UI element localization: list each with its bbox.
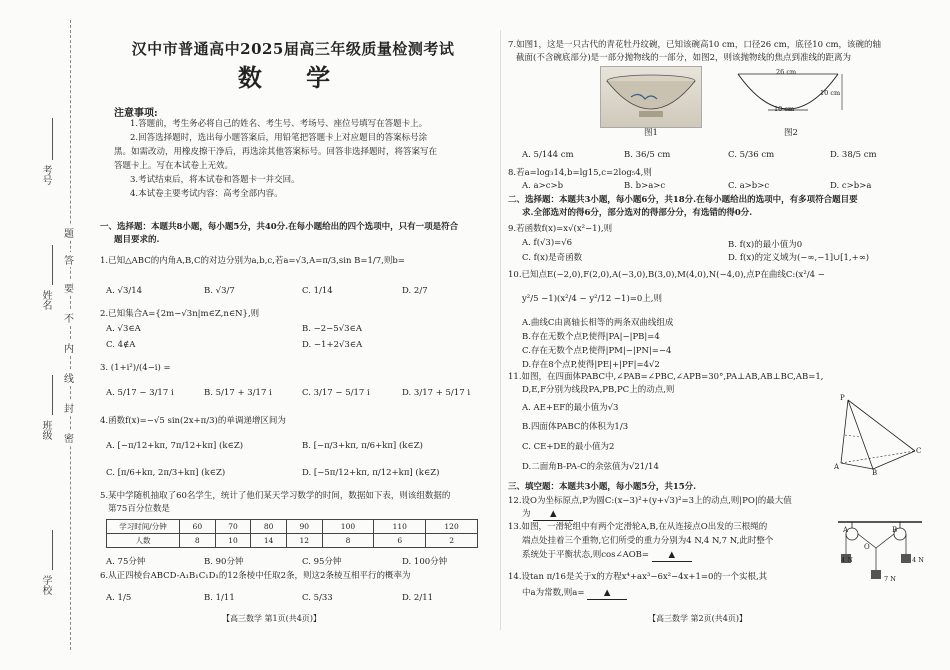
page-2 [508, 0, 933, 670]
q5-option-b: B. 90分钟 [204, 557, 244, 567]
cut-word: 题 [64, 225, 74, 240]
exam-no-line [52, 118, 53, 160]
section-1-heading-cont: 题目要求的. [114, 235, 160, 245]
tetra-label-p: P [840, 394, 845, 402]
cut-word: 答 [64, 252, 74, 267]
pulley-label-o: O [864, 543, 870, 551]
q1-option-a: A. √3/14 [106, 286, 143, 296]
pulley-weight-2: 4 N [912, 556, 924, 564]
cut-word: 要 [64, 280, 74, 295]
tetrahedron-figure [833, 395, 933, 475]
q7-stem: 7.如图1，这是一只古代的青花牡丹纹碗，已知该碗高10 cm，口径26 cm，底径10 cm，该碗的轴 [508, 40, 882, 50]
q13-stem-cont2 [522, 550, 692, 562]
pulley-weight-3: 7 N [884, 575, 896, 583]
pulley-weight-1: 4 N [841, 556, 853, 564]
section-1-heading: 一、选择题：本题共8小题，每小题5分，共40分.在每小题给出的四个选项中，只有一项是符合 [100, 222, 459, 232]
q7-dim-top: 26 cm [776, 68, 797, 76]
q6-option-b: B. 1/11 [204, 593, 235, 603]
tetra-label-c: C [916, 447, 922, 455]
q7-dim-bottom: 10 cm [774, 105, 795, 113]
q9-option-b: B. f(x)的最小值为0 [728, 240, 803, 250]
page-1 [92, 0, 494, 670]
q8-option-d: D. c>b>a [830, 181, 872, 191]
q11-stem: 11.如图，在四面体PABC中,∠PAB=∠PBC,∠APB=30°,PA⊥AB,AB⊥BC,AB=1, [508, 372, 824, 382]
q6-stem: 6.从正四棱台ABCD-A₁B₁C₁D₁的12条棱中任取2条，则这2条棱互相平行的概率为 [100, 571, 411, 581]
pulley-label-b: B [892, 526, 898, 534]
q7-option-c: C. 5/36 cm [728, 150, 775, 160]
q4-option-b: B. [−π/3+kπ, π/6+kπ] (k∈Z) [302, 441, 423, 451]
q3-option-b: B. 5/17 + 3/17 i [204, 388, 272, 398]
cut-word: 密 [64, 430, 74, 445]
q11-option-c: C. CE+DE的最小值为2 [522, 442, 615, 452]
q10-option-d: D.存在8个点P,使得|PE|+|PF|=4√2 [522, 360, 660, 370]
section-2-heading-cont: 求.全部选对的得6分，部分选对的得部分分，有选错的得0分. [522, 208, 753, 218]
notice-line: 1.答题前，考生务必将自己的姓名、考生号、考场号、座位号填写在答题卡上。 [130, 119, 428, 129]
q5-option-d: D. 100分钟 [402, 557, 448, 567]
q6-option-a: A. 1/5 [106, 593, 132, 603]
q5-option-c: C. 95分钟 [302, 557, 342, 567]
page-2-footer: 【高三数学 第2页(共4页)】 [648, 614, 747, 623]
school-label: 学校 [40, 575, 51, 595]
school-line [52, 530, 53, 570]
q13-stem-cont: 端点处挂着三个重物,它们所受的重力分别为4 N,4 N,7 N,此时整个 [522, 536, 774, 546]
q10-option-a: A.曲线C由离轴长相等的两条双曲线组成 [522, 318, 674, 328]
subject-title: 数 学 [237, 63, 349, 92]
name-line [52, 245, 53, 285]
exam-no-label: 考号 [40, 165, 51, 185]
q6-option-d: D. 2/11 [402, 593, 434, 603]
pulley-label-a: A [843, 526, 849, 534]
q4-option-d: D. [−5π/12+kπ, π/12+kπ] (k∈Z) [302, 468, 440, 478]
table-cell: 80 [251, 520, 287, 534]
q9-option-d: D. f(x)的定义域为(−∞,−1]∪[1,+∞) [728, 253, 870, 263]
q8-option-b: B. b>a>c [624, 181, 666, 191]
q8-option-a: A. a>c>b [522, 181, 564, 191]
table-cell: 人数 [107, 534, 180, 548]
q7-fig2-caption: 图2 [784, 128, 798, 138]
q4-option-c: C. [π/6+kπ, 2π/3+kπ] (k∈Z) [106, 468, 226, 478]
table-cell: 8 [180, 534, 216, 548]
notice-heading: 注意事项: [114, 108, 158, 119]
q5-data-table [106, 519, 478, 548]
table-cell: 6 [374, 534, 426, 548]
q12-answer-blank[interactable]: ▲ [533, 509, 573, 521]
q3-stem: 3. (1+i²)/(4−i) = [100, 363, 171, 373]
q7-option-d: D. 38/5 cm [830, 150, 877, 160]
table-cell: 110 [374, 520, 426, 534]
table-cell: 学习时间/分钟 [107, 520, 180, 534]
q11-option-b: B.四面体PABC的体积为1/3 [522, 422, 629, 432]
notice-line: 2.回答选择题时，选出每小题答案后，用铅笔把答题卡上对应题目的答案标号涂 [130, 133, 428, 143]
notice-line: 答题卡上。写在本试卷上无效。 [114, 161, 234, 171]
cut-word: 内 [64, 340, 74, 355]
bowl-photo [600, 66, 702, 128]
q11-option-a: A. AE+EF的最小值为√3 [522, 403, 619, 413]
notice-line: 4.本试卷主要考试内容：高考全部内容。 [130, 189, 283, 199]
binding-margin [0, 0, 92, 670]
q5-stem: 5.某中学随机抽取了60名学生，统计了他们某天学习数学的时间，数据如下表，则该组数据的 [100, 491, 451, 501]
q14-answer-blank[interactable]: ▲ [587, 588, 627, 600]
page-divider [500, 30, 501, 630]
class-label: 班级 [40, 420, 51, 440]
notice-line: 3.考试结束后，将本试卷和答题卡一并交回。 [130, 175, 300, 185]
q3-option-d: D. 3/17 + 5/17 i [402, 388, 471, 398]
q2-option-a: A. √3∈A [106, 324, 141, 334]
q10-option-b: B.存在无数个点P,使得|PA|−|PB|=4 [522, 332, 660, 342]
notice-line: 黑。如需改动，用橡皮擦干净后，再选涂其他答案标号。回答非选择题时，将答案写在 [114, 147, 438, 157]
cut-line [70, 20, 71, 650]
table-cell: 120 [426, 520, 478, 534]
q1-option-d: D. 2/7 [402, 286, 428, 296]
table-cell: 60 [180, 520, 216, 534]
table-cell: 100 [322, 520, 374, 534]
table-cell: 8 [322, 534, 374, 548]
tetra-label-a: A [834, 463, 840, 471]
q3-option-a: A. 5/17 − 3/17 i [106, 388, 174, 398]
q7-dim-height: 10 cm [820, 89, 841, 97]
tetra-label-b: B [872, 469, 878, 477]
q2-option-b: B. −2−5√3∈A [302, 324, 362, 334]
exam-title: 汉中市普通高中2025届高三年级质量检测考试 [131, 40, 455, 58]
table-row [107, 520, 478, 534]
q7-stem-cont: 截面(不含碗底部分)是一部分抛物线的一部分，如图2，则该抛物线的焦点到准线的距离为 [516, 53, 852, 63]
section-2-heading: 二、选择题：本题共3小题，每小题6分，共18分.在每小题给出的选项中，有多项符合题目要 [508, 195, 858, 205]
q10-option-c: C.存在无数个点P,使得|PM|−|PN|=−4 [522, 346, 672, 356]
q12-stem-cont [522, 509, 573, 521]
q1-option-c: C. 1/14 [302, 286, 333, 296]
q7-fig1-caption: 图1 [644, 128, 658, 138]
q13-answer-blank[interactable]: ▲ [652, 550, 692, 562]
q8-option-c: C. a>b>c [728, 181, 770, 191]
cut-word: 封 [64, 400, 74, 415]
q3-option-c: C. 3/17 − 5/17 i [302, 388, 370, 398]
q1-option-b: B. √3/7 [204, 286, 235, 296]
q11-option-d: D.二面角B-PA-C的余弦值为√21/14 [522, 462, 659, 472]
q10-stem-cont: y²/5 −1)(x²/4 − y²/12 −1)=0上,则 [522, 294, 663, 304]
q13-tail: 系统处于平衡状态,则cos∠AOB= [522, 550, 650, 560]
bowl-illustration [601, 67, 701, 127]
table-cell: 12 [286, 534, 322, 548]
name-label: 姓名 [40, 290, 51, 310]
page-1-footer: 【高三数学 第1页(共4页)】 [222, 614, 321, 623]
q2-option-c: C. 4∉A [106, 340, 136, 350]
q10-stem: 10.已知点E(−2,0),F(2,0),A(−3,0),B(3,0),M(4,0),N(−4,0),点P在曲线C:(x²/4 − [508, 270, 825, 280]
q8-stem: 8.若a=log₃14,b=lg15,c=2log₅4,则 [508, 168, 652, 178]
q9-option-a: A. f(√3)=√6 [522, 238, 573, 248]
q12-tail: 为 [522, 509, 531, 519]
q2-stem: 2.已知集合A={2m−√3n|m∈Z,n∈N},则 [100, 309, 260, 319]
table-row [107, 534, 478, 548]
class-line [52, 375, 53, 415]
table-cell: 14 [251, 534, 287, 548]
cut-word: 线 [64, 370, 74, 385]
q5-stem-cont: 第75百分位数是 [108, 504, 170, 514]
q1-stem: 1.已知△ABC的内角A,B,C的对边分别为a,b,c,若a=√3,A=π/3,sin B=1/7,则b= [100, 256, 405, 266]
q4-stem: 4.函数f(x)=−√5 sin(2x+π/3)的单调递增区间为 [100, 416, 286, 426]
q6-option-c: C. 5/33 [302, 593, 333, 603]
q13-stem: 13.如图，一滑轮组中有两个定滑轮A,B,在从连接点O出发的三根绳的 [508, 522, 768, 532]
q12-stem: 12.设O为坐标原点,P为圆C:(x−3)²+(y+√3)²=3上的动点,则|PO|的最大值 [508, 496, 792, 506]
q2-option-d: D. −1+2√3∈A [302, 340, 363, 350]
q14-stem-cont [522, 588, 627, 600]
table-cell: 70 [215, 520, 251, 534]
q9-option-c: C. f(x)是奇函数 [522, 253, 583, 263]
q5-option-a: A. 75分钟 [106, 557, 146, 567]
q9-stem: 9.若函数f(x)=x√(x²−1),则 [508, 224, 613, 234]
q7-option-a: A. 5/144 cm [522, 150, 574, 160]
q11-stem-cont: D,E,F分别为线段PA,PB,PC上的动点,则 [522, 385, 675, 395]
q14-tail: 中a为常数,则a= [522, 588, 585, 598]
table-cell: 10 [215, 534, 251, 548]
q7-option-b: B. 36/5 cm [624, 150, 671, 160]
table-cell: 90 [286, 520, 322, 534]
q14-stem: 14.设tan π/16是关于x的方程x⁴+ax³−6x²−4x+1=0的一个实根,其 [508, 572, 768, 582]
section-3-heading: 三、填空题：本题共3小题，每小题5分，共15分. [508, 482, 697, 492]
table-cell: 2 [426, 534, 478, 548]
cut-word: 不 [64, 310, 74, 325]
q4-option-a: A. [−π/12+kπ, 7π/12+kπ] (k∈Z) [106, 441, 244, 451]
